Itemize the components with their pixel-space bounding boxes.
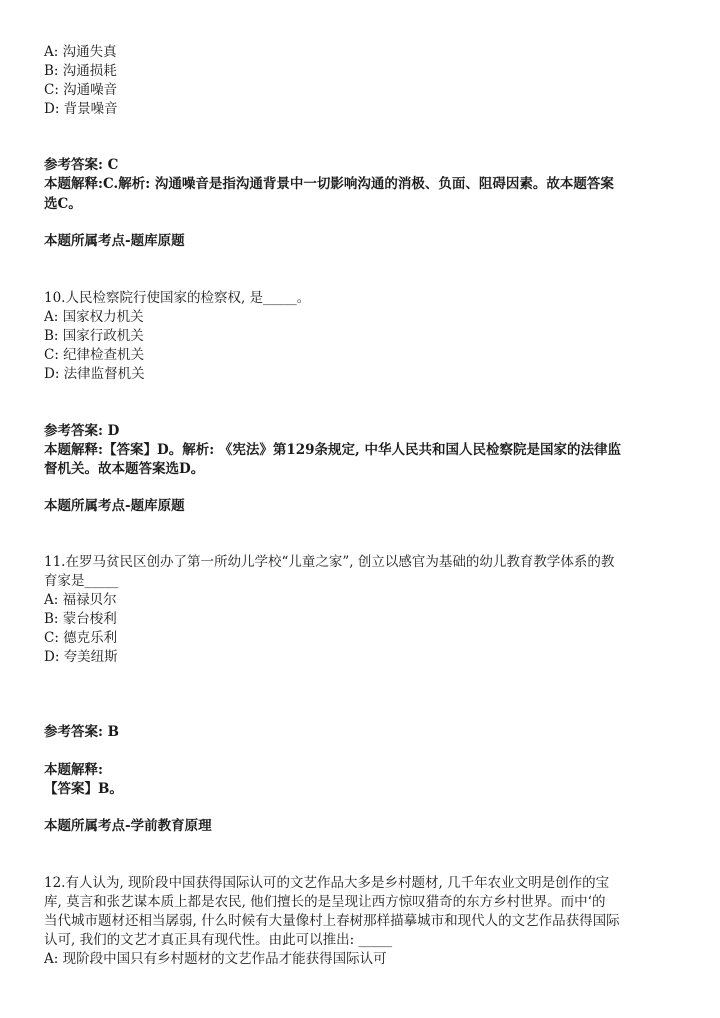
q11-knowledge-point: 本题所属考点-学前教育原理 xyxy=(44,818,212,834)
q9-option-b: B: 沟通损耗 xyxy=(44,63,117,79)
q10-answer: 参考答案: D xyxy=(44,423,120,439)
q11-option-a: A: 福禄贝尔 xyxy=(44,592,117,608)
q9-option-c: C: 沟通噪音 xyxy=(44,82,118,98)
q10-stem: 10.人民检察院行使国家的检察权, 是_____。 xyxy=(44,290,311,306)
q10-knowledge-point: 本题所属考点-题库原题 xyxy=(44,498,185,514)
q11-option-d: D: 夸美纽斯 xyxy=(44,649,118,665)
q10-explanation-line-2: 督机关。故本题答案选D。 xyxy=(44,461,205,477)
q12-stem-line-3: 当代城市题材还相当孱弱, 什么时候有大量像村上春树那样描摹城市和现代人的文艺作品获得国际 xyxy=(44,913,620,929)
q9-explanation-line-1: 本题解释:C.解析: 沟通噪音是指沟通背景中一切影响沟通的消极、负面、阻碍因素。故本题答案 xyxy=(44,176,614,192)
q11-option-b: B: 蒙台梭利 xyxy=(44,611,117,627)
q11-stem-line-1: 11.在罗马贫民区创办了第一所幼儿学校“儿童之家”, 创立以感官为基础的幼儿教育教学体系的教 xyxy=(44,554,615,570)
q9-knowledge-point: 本题所属考点-题库原题 xyxy=(44,233,185,249)
q12-stem-line-2: 库, 莫言和张艺谋本质上都是农民, 他们擅长的是呈现让西方惊叹猎奇的东方乡村世界。而中‘的 xyxy=(44,894,606,910)
q9-option-a: A: 沟通失真 xyxy=(44,44,117,60)
q11-stem-line-2: 育家是_____ xyxy=(44,573,119,589)
q10-option-b: B: 国家行政机关 xyxy=(44,328,144,344)
q9-explanation-line-2: 选C。 xyxy=(44,196,82,212)
q10-explanation-line-1: 本题解释:【答案】D。解析: 《宪法》第129条规定, 中华人民共和国人民检察院是国家的法律监 xyxy=(44,442,621,458)
q11-answer: 参考答案: B xyxy=(44,724,120,740)
q12-stem-line-4: 认可, 我们的文艺才真正具有现代性。由此可以推出: _____ xyxy=(44,932,393,948)
q12-option-a: A: 现阶段中国只有乡村题材的文艺作品才能获得国际认可 xyxy=(44,951,387,967)
q10-option-a: A: 国家权力机关 xyxy=(44,309,144,325)
q10-option-d: D: 法律监督机关 xyxy=(44,366,145,382)
q9-option-d: D: 背景噪音 xyxy=(44,101,118,117)
q11-option-c: C: 德克乐利 xyxy=(44,630,118,646)
q9-answer: 参考答案: C xyxy=(44,157,119,173)
q11-explanation-label: 本题解释: xyxy=(44,762,103,778)
q10-option-c: C: 纪律检查机关 xyxy=(44,347,145,363)
q11-explanation: 【答案】B。 xyxy=(44,781,123,797)
q12-stem-line-1: 12.有人认为, 现阶段中国获得国际认可的文艺作品大多是乡村题材, 几千年农业文明是创作的宝 xyxy=(44,875,610,891)
